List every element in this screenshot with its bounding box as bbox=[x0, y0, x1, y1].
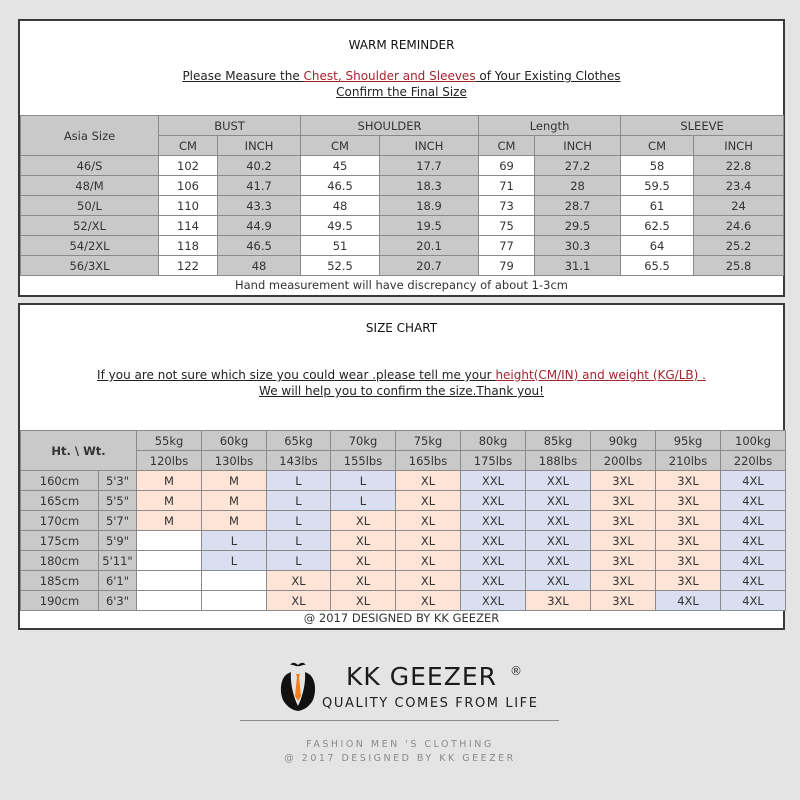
asia-size-cell: 46/S bbox=[21, 156, 159, 176]
weight-lbs-header: 188lbs bbox=[526, 451, 591, 471]
size-cell bbox=[137, 531, 202, 551]
measurement-cell: 24 bbox=[694, 196, 784, 216]
size-cell: 4XL bbox=[721, 491, 786, 511]
size-cell: 3XL bbox=[591, 531, 656, 551]
size-cell: XL bbox=[267, 591, 331, 611]
asia-size-cell: 50/L bbox=[21, 196, 159, 216]
measurement-cell: 110 bbox=[159, 196, 218, 216]
unit-header: INCH bbox=[218, 136, 301, 156]
weight-kg-row bbox=[21, 431, 786, 451]
brand-footer bbox=[0, 650, 800, 800]
size-cell: XL bbox=[396, 511, 461, 531]
size-chart-row bbox=[21, 531, 786, 551]
unit-header: CM bbox=[301, 136, 380, 156]
unit-header: INCH bbox=[694, 136, 784, 156]
size-cell: XL bbox=[396, 491, 461, 511]
size-cell: XL bbox=[396, 531, 461, 551]
size-cell: 4XL bbox=[721, 511, 786, 531]
weight-lbs-header: 210lbs bbox=[656, 451, 721, 471]
measurement-cell: 106 bbox=[159, 176, 218, 196]
measurement-cell: 28.7 bbox=[535, 196, 621, 216]
size-cell: 3XL bbox=[656, 471, 721, 491]
measurement-cell: 48 bbox=[218, 256, 301, 276]
brand-tagline: QUALITY COMES FROM LIFE bbox=[322, 696, 539, 711]
measurement-cell: 44.9 bbox=[218, 216, 301, 236]
height-ft-cell: 6'3" bbox=[99, 591, 137, 611]
size-chart-title: SIZE CHART bbox=[365, 321, 438, 335]
size-cell: L bbox=[202, 551, 267, 571]
measurement-cell: 49.5 bbox=[301, 216, 380, 236]
size-cell: XL bbox=[396, 471, 461, 491]
measurement-cell: 48 bbox=[301, 196, 380, 216]
size-cell: 3XL bbox=[591, 491, 656, 511]
measurement-cell: 61 bbox=[621, 196, 694, 216]
measurement-cell: 64 bbox=[621, 236, 694, 256]
size-cell: XXL bbox=[526, 471, 591, 491]
brand-divider bbox=[240, 720, 559, 721]
size-chart-panel bbox=[18, 303, 785, 630]
size-cell: 4XL bbox=[721, 531, 786, 551]
size-cell: 3XL bbox=[591, 591, 656, 611]
size-cell: XXL bbox=[461, 471, 526, 491]
height-cm-cell: 185cm bbox=[21, 571, 99, 591]
size-cell: XL bbox=[396, 571, 461, 591]
weight-lbs-header: 143lbs bbox=[267, 451, 331, 471]
size-cell: L bbox=[267, 511, 331, 531]
size-cell: XXL bbox=[526, 531, 591, 551]
size-cell: 3XL bbox=[591, 471, 656, 491]
size-cell: 4XL bbox=[656, 591, 721, 611]
size-cell: XXL bbox=[461, 531, 526, 551]
measurement-cell: 18.9 bbox=[380, 196, 479, 216]
measurement-cell: 22.8 bbox=[694, 156, 784, 176]
shoulder-header: SHOULDER bbox=[301, 116, 479, 136]
size-cell bbox=[202, 571, 267, 591]
weight-kg-header: 85kg bbox=[526, 431, 591, 451]
measurement-cell: 31.1 bbox=[535, 256, 621, 276]
size-cell: L bbox=[267, 551, 331, 571]
warm-reminder-title: WARM REMINDER bbox=[348, 38, 455, 52]
size-chart-table bbox=[20, 430, 786, 611]
size-cell bbox=[137, 551, 202, 571]
measurement-cell: 18.3 bbox=[380, 176, 479, 196]
asia-size-cell: 54/2XL bbox=[21, 236, 159, 256]
size-cell: XXL bbox=[526, 571, 591, 591]
measure-suffix: of Your Existing Clothes bbox=[475, 69, 621, 83]
size-cell: L bbox=[331, 491, 396, 511]
measurement-cell: 102 bbox=[159, 156, 218, 176]
measurement-cell: 27.2 bbox=[535, 156, 621, 176]
measurement-cell: 41.7 bbox=[218, 176, 301, 196]
size-cell: XL bbox=[331, 551, 396, 571]
measurement-cell: 77 bbox=[479, 236, 535, 256]
size-help-instruction bbox=[20, 367, 783, 383]
unit-header: INCH bbox=[535, 136, 621, 156]
weight-kg-header: 65kg bbox=[267, 431, 331, 451]
size-chart-row bbox=[21, 491, 786, 511]
height-ft-cell: 5'3" bbox=[99, 471, 137, 491]
size-cell: 3XL bbox=[591, 571, 656, 591]
weight-lbs-header: 165lbs bbox=[396, 451, 461, 471]
measurement-row bbox=[21, 176, 784, 196]
measurement-cell: 46.5 bbox=[301, 176, 380, 196]
size-cell: 4XL bbox=[721, 551, 786, 571]
measurement-cell: 17.7 bbox=[380, 156, 479, 176]
size-cell: XXL bbox=[526, 551, 591, 571]
size-help-prefix: If you are not sure which size you could wear .please tell me your bbox=[97, 368, 496, 382]
size-cell: M bbox=[202, 471, 267, 491]
size-cell: L bbox=[267, 491, 331, 511]
size-cell: M bbox=[202, 511, 267, 531]
measurement-cell: 20.7 bbox=[380, 256, 479, 276]
asia-size-header: Asia Size bbox=[21, 116, 159, 156]
measurement-cell: 52.5 bbox=[301, 256, 380, 276]
brand-subtitle: FASHION MEN 'S CLOTHING bbox=[306, 739, 494, 750]
weight-lbs-header: 175lbs bbox=[461, 451, 526, 471]
measurement-disclaimer: Hand measurement will have discrepancy of about 1-3cm bbox=[234, 278, 568, 292]
measurement-cell: 24.6 bbox=[694, 216, 784, 236]
measurement-cell: 40.2 bbox=[218, 156, 301, 176]
size-cell: L bbox=[331, 471, 396, 491]
height-weight-corner: Ht. \ Wt. bbox=[21, 431, 137, 471]
size-cell bbox=[137, 571, 202, 591]
height-cm-cell: 160cm bbox=[21, 471, 99, 491]
weight-lbs-header: 130lbs bbox=[202, 451, 267, 471]
measurement-cell: 51 bbox=[301, 236, 380, 256]
size-cell: XL bbox=[267, 571, 331, 591]
measurement-cell: 29.5 bbox=[535, 216, 621, 236]
weight-lbs-header: 220lbs bbox=[721, 451, 786, 471]
unit-header: INCH bbox=[380, 136, 479, 156]
weight-lbs-header: 200lbs bbox=[591, 451, 656, 471]
weight-kg-header: 60kg bbox=[202, 431, 267, 451]
measurement-cell: 20.1 bbox=[380, 236, 479, 256]
measurement-cell: 46.5 bbox=[218, 236, 301, 256]
asia-size-cell: 56/3XL bbox=[21, 256, 159, 276]
size-cell: XXL bbox=[461, 491, 526, 511]
height-cm-cell: 175cm bbox=[21, 531, 99, 551]
measurement-cell: 25.8 bbox=[694, 256, 784, 276]
measurement-cell: 43.3 bbox=[218, 196, 301, 216]
measurement-cell: 19.5 bbox=[380, 216, 479, 236]
size-help-thanks-text: We will help you to confirm the size.Thank you! bbox=[259, 384, 544, 398]
size-cell: 3XL bbox=[591, 511, 656, 531]
measurement-cell: 114 bbox=[159, 216, 218, 236]
size-cell: 3XL bbox=[656, 531, 721, 551]
asia-size-cell: 52/XL bbox=[21, 216, 159, 236]
size-cell: 3XL bbox=[656, 571, 721, 591]
size-help-highlight: height(CM/IN) and weight (KG/LB) . bbox=[495, 368, 706, 382]
measurement-cell: 62.5 bbox=[621, 216, 694, 236]
size-cell: 4XL bbox=[721, 471, 786, 491]
size-cell: 4XL bbox=[721, 591, 786, 611]
measurement-cell: 65.5 bbox=[621, 256, 694, 276]
tuxedo-mustache-icon bbox=[278, 660, 318, 712]
measurement-cell: 30.3 bbox=[535, 236, 621, 256]
size-cell: XL bbox=[396, 551, 461, 571]
size-cell: XL bbox=[331, 571, 396, 591]
size-chart-row bbox=[21, 471, 786, 491]
weight-kg-header: 75kg bbox=[396, 431, 461, 451]
size-help-thanks bbox=[20, 383, 783, 399]
weight-kg-header: 55kg bbox=[137, 431, 202, 451]
unit-header: CM bbox=[621, 136, 694, 156]
height-cm-cell: 170cm bbox=[21, 511, 99, 531]
asia-size-cell: 48/M bbox=[21, 176, 159, 196]
weight-lbs-header: 120lbs bbox=[137, 451, 202, 471]
size-cell: M bbox=[137, 511, 202, 531]
weight-kg-header: 100kg bbox=[721, 431, 786, 451]
size-cell: 4XL bbox=[721, 571, 786, 591]
measurement-cell: 28 bbox=[535, 176, 621, 196]
confirm-size-note bbox=[20, 84, 783, 100]
size-cell: 3XL bbox=[591, 551, 656, 571]
unit-header: CM bbox=[479, 136, 535, 156]
size-chart-copyright: @ 2017 DESIGNED BY KK GEEZER bbox=[303, 611, 500, 625]
measurement-cell: 58 bbox=[621, 156, 694, 176]
measurement-cell: 59.5 bbox=[621, 176, 694, 196]
size-cell: M bbox=[137, 491, 202, 511]
size-cell: 3XL bbox=[656, 551, 721, 571]
weight-kg-header: 70kg bbox=[331, 431, 396, 451]
measure-instruction bbox=[20, 68, 783, 84]
size-cell: L bbox=[267, 531, 331, 551]
height-cm-cell: 180cm bbox=[21, 551, 99, 571]
measurement-cell: 118 bbox=[159, 236, 218, 256]
size-chart-row bbox=[21, 571, 786, 591]
measurement-cell: 25.2 bbox=[694, 236, 784, 256]
size-cell: M bbox=[202, 491, 267, 511]
confirm-size-text: Confirm the Final Size bbox=[336, 85, 467, 99]
measurement-cell: 122 bbox=[159, 256, 218, 276]
size-cell: L bbox=[202, 531, 267, 551]
size-cell: XXL bbox=[526, 491, 591, 511]
measurement-row bbox=[21, 196, 784, 216]
size-cell: XL bbox=[331, 531, 396, 551]
size-cell: L bbox=[267, 471, 331, 491]
size-cell: 3XL bbox=[656, 511, 721, 531]
size-cell: XXL bbox=[461, 551, 526, 571]
brand-name: KK GEEZER bbox=[346, 662, 497, 691]
measurement-header-row bbox=[21, 116, 784, 136]
measurement-row bbox=[21, 216, 784, 236]
measurement-row bbox=[21, 156, 784, 176]
length-header: Length bbox=[479, 116, 621, 136]
registered-mark: ® bbox=[510, 664, 522, 678]
warm-reminder-panel bbox=[18, 19, 785, 297]
measurement-table bbox=[20, 115, 784, 276]
height-ft-cell: 5'7" bbox=[99, 511, 137, 531]
height-cm-cell: 190cm bbox=[21, 591, 99, 611]
bust-header: BUST bbox=[159, 116, 301, 136]
measurement-row bbox=[21, 256, 784, 276]
height-ft-cell: 5'9" bbox=[99, 531, 137, 551]
measure-prefix: Please Measure the bbox=[182, 69, 304, 83]
size-chart-row bbox=[21, 551, 786, 571]
measurement-cell: 73 bbox=[479, 196, 535, 216]
size-cell: XXL bbox=[461, 511, 526, 531]
size-cell: XXL bbox=[461, 591, 526, 611]
height-ft-cell: 5'5" bbox=[99, 491, 137, 511]
size-cell: XXL bbox=[526, 511, 591, 531]
height-cm-cell: 165cm bbox=[21, 491, 99, 511]
size-cell: XL bbox=[331, 511, 396, 531]
brand-copyright: @ 2017 DESIGNED BY KK GEEZER bbox=[284, 753, 516, 764]
size-cell: XL bbox=[331, 591, 396, 611]
weight-kg-header: 90kg bbox=[591, 431, 656, 451]
size-cell: XL bbox=[396, 591, 461, 611]
measurement-cell: 45 bbox=[301, 156, 380, 176]
measurement-cell: 79 bbox=[479, 256, 535, 276]
height-ft-cell: 5'11" bbox=[99, 551, 137, 571]
measurement-cell: 23.4 bbox=[694, 176, 784, 196]
size-cell: 3XL bbox=[656, 491, 721, 511]
measurement-cell: 69 bbox=[479, 156, 535, 176]
measure-highlight: Chest, Shoulder and Sleeves bbox=[303, 69, 476, 83]
size-chart-row bbox=[21, 511, 786, 531]
measurement-cell: 71 bbox=[479, 176, 535, 196]
sleeve-header: SLEEVE bbox=[621, 116, 784, 136]
size-cell: M bbox=[137, 471, 202, 491]
weight-kg-header: 95kg bbox=[656, 431, 721, 451]
measurement-cell: 75 bbox=[479, 216, 535, 236]
size-cell: XXL bbox=[461, 571, 526, 591]
unit-header: CM bbox=[159, 136, 218, 156]
weight-kg-header: 80kg bbox=[461, 431, 526, 451]
size-cell: 3XL bbox=[526, 591, 591, 611]
measurement-row bbox=[21, 236, 784, 256]
weight-lbs-header: 155lbs bbox=[331, 451, 396, 471]
height-ft-cell: 6'1" bbox=[99, 571, 137, 591]
